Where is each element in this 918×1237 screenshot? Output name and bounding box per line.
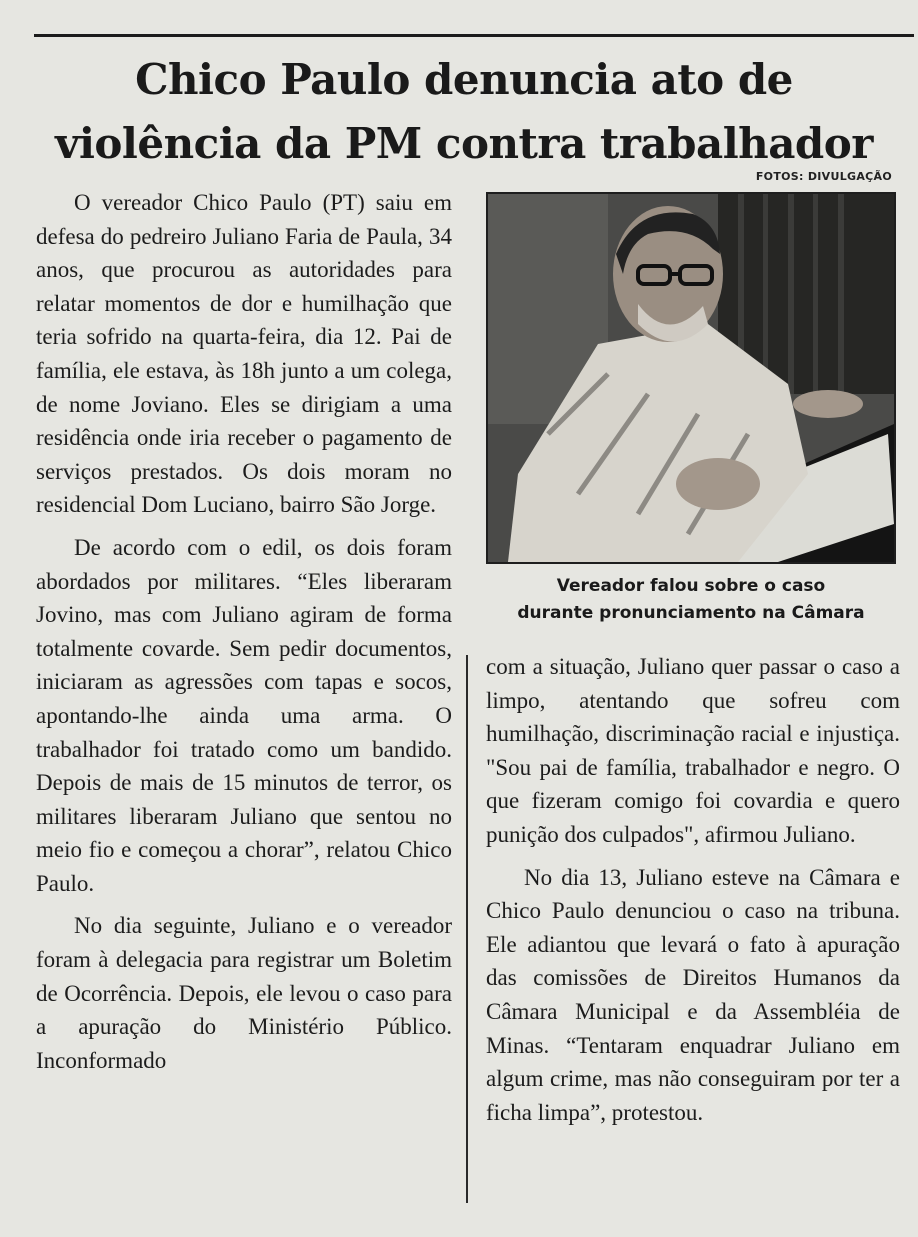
photo-credit: FOTOS: DIVULGAÇÃO — [755, 170, 892, 183]
councilman-photo — [488, 194, 894, 562]
headline-line-2: violência da PM contra trabalhador — [55, 119, 873, 168]
headline-line-1: Chico Paulo denuncia ato de — [135, 55, 793, 104]
caption-line-2: durante pronunciamento na Câmara — [517, 603, 865, 623]
caption-line-1: Vereador falou sobre o caso — [556, 576, 826, 596]
photo-caption — [486, 573, 896, 627]
paragraph: De acordo com o edil, os dois foram abordados por militares. “Eles liberaram Jovino, mas com Juliano agiram de forma totalmente covarde. Sem pedir documentos, iniciaram as agressões com tapas e socos, apontando-lhe ainda uma arma. O trabalhador foi tratado como um bandido. Depois de mais de 15 minutos de terror, os militares liberaram Juliano que sentou no meio fio e começou a chorar”, relatou Chico Paulo. — [36, 534, 452, 896]
article-photo — [486, 192, 896, 564]
article-column-left — [36, 186, 452, 1216]
article-column-right — [486, 650, 900, 1210]
paragraph: No dia 13, Juliano esteve na Câmara e Chico Paulo denunciou o caso na tribuna. Ele adiantou que levará o fato à apuração das comissões de Direitos Humanos da Câmara Municipal e da Assembléia de Minas. “Tentaram enquadrar Juliano em algum crime, mas não conseguiram por ter a ficha limpa”, protestou. — [486, 864, 900, 1125]
paragraph: com a situação, Juliano quer passar o caso a limpo, atentando que sofreu com humilhação, discriminação racial e injustiça. "Sou pai de família, trabalhador e negro. O que fizeram comigo foi covardia e quero punição dos culpados", afirmou Juliano. — [486, 654, 900, 847]
column-divider — [466, 655, 468, 1203]
headline — [24, 48, 904, 176]
paragraph: No dia seguinte, Juliano e o vereador foram à delegacia para registrar um Boletim de Ocorrência. Depois, ele levou o caso para a apuração do Ministério Público. Inconformado — [36, 913, 452, 1073]
paragraph: O vereador Chico Paulo (PT) saiu em defesa do pedreiro Juliano Faria de Paula, 34 anos, que procurou as autoridades para relatar momentos de dor e humilhação que teria sofrido na quarta-feira, dia 12. Pai de família, ele estava, às 18h junto a um colega, de nome Joviano. Eles se dirigiam a uma residência onde iria receber o pagamento de serviços prestados. Os dois moram no residencial Dom Luciano, bairro São Jorge. — [36, 190, 452, 518]
top-rule — [34, 34, 914, 37]
